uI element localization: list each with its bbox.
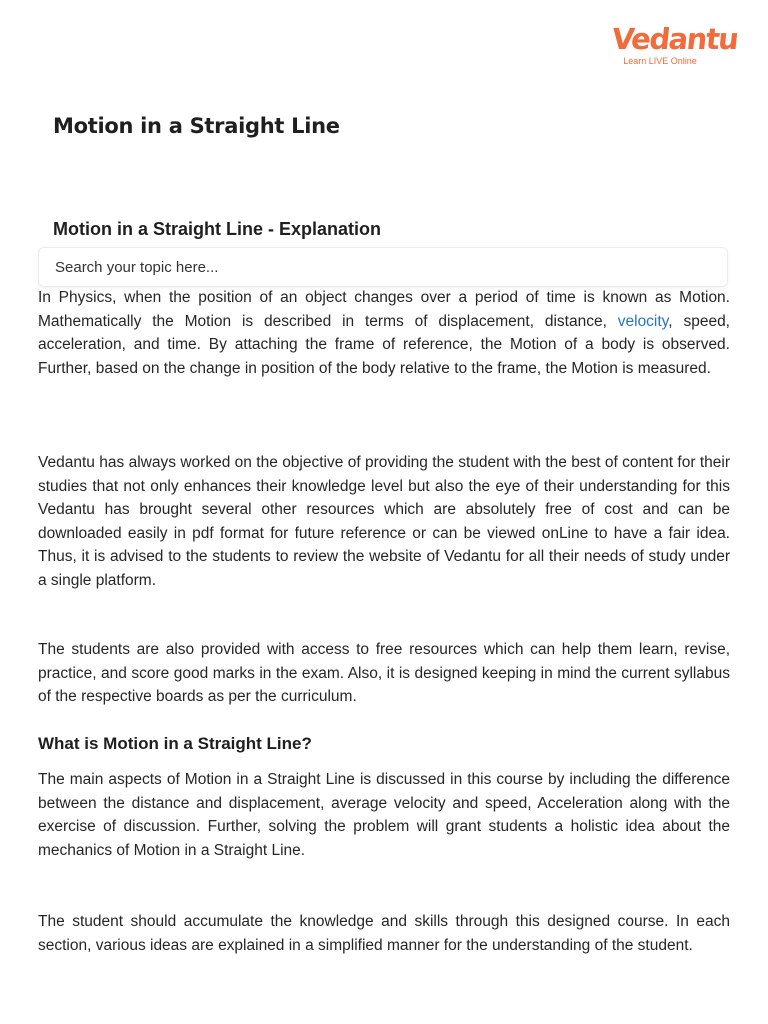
paragraph-free-resources: The students are also provided with access to free resources which can help them learn, revise, practice, and score good marks in the exam. Also, it is designed keeping in mind the current syllabus of the respective boards as per the curriculum. — [38, 641, 730, 705]
velocity-link[interactable]: velocity — [617, 312, 669, 330]
paragraph-intro-text-start: In Physics, when the position of an object changes over a period of time is known as Motion. Mathematically the Motion is described in terms of displacement, distance, — [38, 289, 730, 330]
logo-tagline: Learn LIVE Online — [623, 56, 697, 66]
section-title: Motion in a Straight Line - Explanation — [53, 219, 381, 239]
paragraph-vedantu-objective: Vedantu has always worked on the objective of providing the student with the best of content for their studies that not only enhances their knowledge level but also the eye of their understanding for this Vedantu has brought several other resources which are absolutely free of cost and can be downloaded easily in pdf format for future reference or can be viewed onLine to have a fair idea. Thus, it is advised to the students to review the website of Vedantu for all their needs of study under a single platform. — [38, 454, 730, 589]
paragraph-intro-text-end: , speed, acceleration, and time. By attaching the frame of reference, the Motion of a body is observed. Further, based on the change in position of the body relative to the frame, the Motion is measured. — [38, 312, 730, 377]
subheading-what-is-motion: What is Motion in a Straight Line? — [38, 734, 312, 753]
paragraph-main-aspects: The main aspects of Motion in a Straight Line is discussed in this course by including the difference between the distance and displacement, average velocity and speed, Acceleration along with the exercise of discussion. Further, solving the problem will grant students a holistic idea about the mechanics of Motion in a Straight Line. — [38, 771, 730, 859]
page-title: Motion in a Straight Line — [53, 114, 340, 138]
vedantu-logo[interactable] — [610, 22, 740, 66]
search-input[interactable] — [39, 248, 727, 286]
paragraph-student-knowledge: The student should accumulate the knowledge and skills through this designed course. In each section, various ideas are explained in a simplified manner for the understanding of the student. — [38, 913, 730, 954]
paragraph-intro — [38, 286, 730, 380]
search-box[interactable] — [38, 247, 728, 287]
logo-wordmark: Vedantu — [610, 22, 740, 56]
